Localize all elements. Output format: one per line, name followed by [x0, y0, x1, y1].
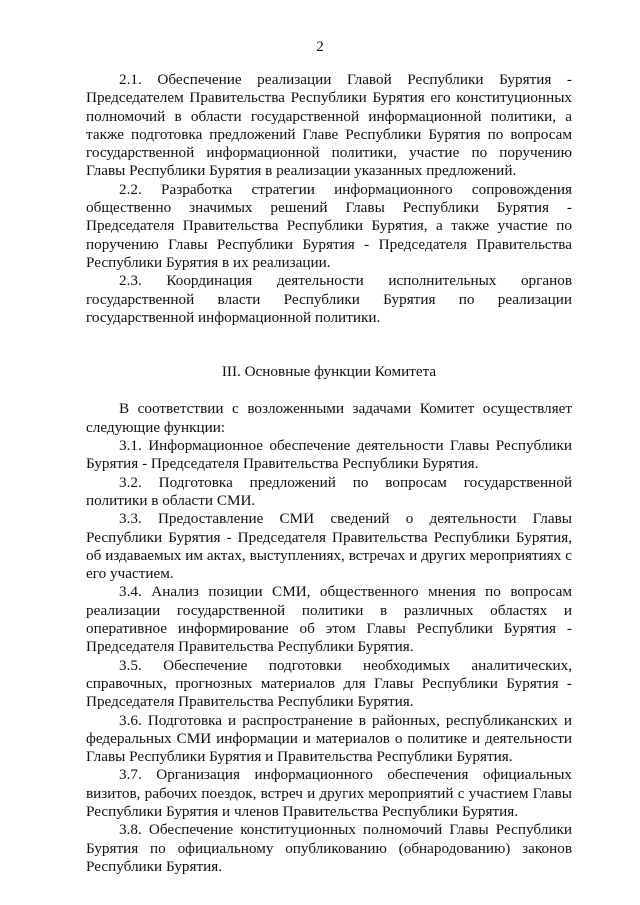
paragraph-3-5: 3.5. Обеспечение подготовки необходимых аналитических, справочных, прогнозных материалов для Главы Республики Бурятия - Председателя Правительства Республики Бурятия.: [86, 656, 572, 711]
section-3-heading: III. Основные функции Комитета: [221, 363, 437, 381]
paragraph-3-4: 3.4. Анализ позиции СМИ, общественного мнения по вопросам реализации государственной политики в различных областях и оперативное информирование об этом Главы Республики Бурятия - Председателя Правительства Республики Бурятия.: [86, 583, 572, 656]
paragraph-3-1: 3.1. Информационное обеспечение деятельности Главы Республики Бурятия - Председателя Правительства Республики Бурятия.: [86, 437, 572, 473]
paragraph-3-7: 3.7. Организация информационного обеспечения официальных визитов, рабочих поездок, встреч и других мероприятий с участием Главы Республики Бурятия и членов Правительства Республики Бурятия.: [86, 766, 572, 820]
paragraph-3-2: 3.2. Подготовка предложений по вопросам государственной политики в области СМИ.: [86, 473, 572, 509]
paragraph-2-1: 2.1. Обеспечение реализации Главой Республики Бурятия - Председателем Правительства Республики Бурятия его конституционных полномочий в области государственной информационной политики, а также подготовка предложений Главе Республики Бурятия по вопросам государственной информационной политики, участие по поручению Главы Республики Бурятия в реализации указанных предложений.: [86, 71, 572, 180]
paragraph-3-6: 3.6. Подготовка и распространение в районных, республиканских и федеральных СМИ информации и материалов о политике и деятельности Главы Республики Бурятия и Правительства Республики Бурятия.: [86, 711, 572, 766]
paragraph-3-8: 3.8. Обеспечение конституционных полномочий Главы Республики Бурятия по официальному опубликованию (обнародованию) законов Республики Бурятия.: [86, 821, 572, 875]
page-number: 2: [316, 39, 324, 55]
paragraph-3-3: 3.3. Предоставление СМИ сведений о деятельности Главы Республики Бурятия - Председателя Правительства Республики Бурятия, об издаваемых им актах, выступлениях, встречах и других мероприятиях с его участием.: [86, 510, 572, 583]
section-3-intro: В соответствии с возложенными задачами Комитет осуществляет следующие функции:: [86, 400, 572, 436]
section-2-list: [86, 71, 572, 327]
paragraph-2-2: 2.2. Разработка стратегии информационного сопровождения общественно значимых решений Главы Республики Бурятия - Председателя Правительства Республики Бурятия, а также участие по поручению Главы Республики Бурятия - Председателя Правительства Республики Бурятия в их реализации.: [86, 180, 572, 271]
document-body: [86, 71, 572, 876]
section-3-list: [86, 400, 572, 876]
paragraph-2-3: 2.3. Координация деятельности исполнительных органов государственной власти Республики Бурятия по реализации государственной информационной политики.: [86, 272, 572, 326]
